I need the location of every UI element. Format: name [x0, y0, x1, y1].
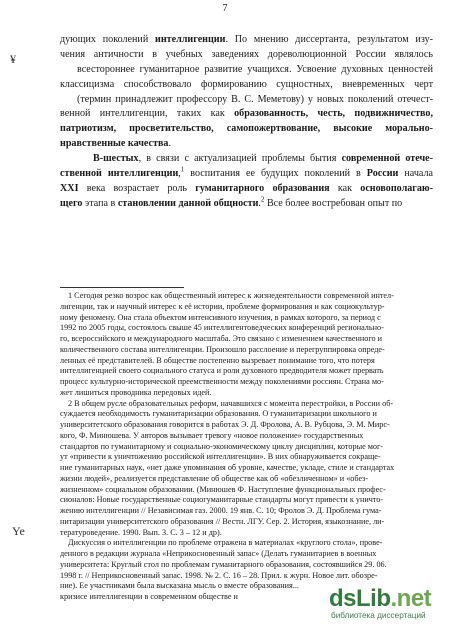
footnote-line [60, 345, 433, 356]
text-run: ному феномену. Она стала объектом интенсивного изучения, в рамках которого, за период с [60, 312, 381, 322]
text-run: века возрастает роль [78, 182, 196, 194]
footnote-line [60, 506, 433, 517]
text-run: кризисе интеллигенции в современном обществе и [60, 592, 238, 601]
text-run: процесс культурно-исторической преемственности между поколениями россиян. Страна мо- [60, 377, 384, 386]
bold-run: основополагаю- [360, 182, 433, 194]
footnotes [60, 291, 433, 603]
text-run: университета: Круглый стол по проблемам гуманитарного образования, состоявшийся 29. 06. [60, 559, 387, 569]
text-run: жет лишиться проводника передовых идей. [60, 387, 212, 397]
text-run: 2 В общем русле образовательных реформ, начавшихся с момента перестройки, в России об- [68, 398, 394, 408]
text-run: . По мнению диссертанта, результатом изу- [225, 34, 434, 45]
footnote-line [60, 313, 433, 324]
footnote-line [60, 420, 433, 431]
text-run: . [258, 197, 261, 209]
text-run: денного в редакции журнала «Неприкосновенный запас» (Делать гуманитариев в военных [60, 549, 377, 558]
margin-mark-top: ¥ [10, 52, 16, 66]
text-run: интеллигенцией своего социального статуса и роли духовного предводителя может прервать [60, 366, 384, 376]
text-run: венной интеллигенции, таких как [60, 108, 235, 120]
bold-run: России [366, 168, 399, 180]
page-number: 7 [222, 3, 228, 14]
footnote-separator [60, 287, 184, 288]
footnote-line [60, 302, 433, 313]
footnote-line [60, 538, 433, 549]
footnote-ref: 1 [180, 165, 185, 174]
watermark [329, 585, 444, 619]
bold-run: патриотизм, просветительство, самопожертвование, высокие морально- [60, 123, 433, 135]
text-run: лигенции, так и научный интерес к её истории, проблеме формирования и как социокультур- [60, 301, 385, 311]
body-text [60, 33, 433, 212]
text-run: количественного состава интеллигенции. Произошло расслоение и перегруппировка опреде- [60, 344, 385, 354]
body-line [60, 63, 433, 78]
bold-run: образованность, честь, подвижничество, [234, 108, 433, 120]
text-run: начала [398, 168, 433, 180]
text-run: ние гуманитарных наук, «нет даже упоминания об уровне, качестве, укладе, стиле и стандартах [60, 463, 395, 472]
footnote-line [60, 377, 433, 388]
bold-run: XXI [60, 182, 79, 194]
text-run: жизненном» социальном образовании. (Минюшев Ф. Наступление функциональных профес- [60, 484, 386, 494]
footnote-line [60, 463, 433, 474]
footnote-line [60, 517, 433, 528]
body-line [60, 182, 433, 197]
bold-run: нравственные качества [60, 138, 169, 150]
text-run: этапа в [82, 197, 118, 209]
footnote-line [60, 291, 433, 302]
bold-run: гуманитарного образования [195, 182, 330, 194]
text-run: воспитания ее будущих поколений в [184, 168, 367, 180]
text-run: . [168, 138, 172, 150]
footnote-line [60, 356, 433, 367]
footnote-line [60, 485, 433, 496]
body-line [60, 152, 433, 167]
body-line [60, 137, 433, 152]
bold-run: современной отече- [341, 153, 434, 165]
footnote-line [60, 399, 433, 410]
margin-mark-bottom: Ye [12, 524, 25, 538]
footnote-line [60, 366, 433, 377]
text-run: университетского образования говорится в работах Э. Д. Фролова, А. В. Рубцова, Э. М. Мирс- [60, 420, 390, 429]
watermark-logo: dsLib.net [329, 585, 432, 612]
text-run: Все более востребован опыт по [264, 197, 403, 209]
footnote-line [60, 323, 433, 334]
text-run: жению интеллигенции // Независимая газ. 2000. 19 янв. С. 10; Фролов Э. Д. Проблема гума- [60, 506, 382, 515]
body-line [60, 122, 433, 137]
body-line [60, 167, 433, 182]
body-line [60, 33, 433, 48]
body-line [60, 93, 433, 108]
text-run: ние). Ее участниками была высказана мысль о вместе образования... [60, 581, 299, 591]
body-line [60, 107, 433, 122]
text-run: стандартов по гуманитарному и социально-экономическому циклу дисциплин, которые мог- [60, 441, 384, 451]
bold-run: В-шестых [93, 153, 139, 165]
text-run: нитаризации университетского образования // Вестн. ЛГУ. Сер. 2. История, языкознание, ли- [60, 516, 385, 526]
footnote-line [60, 560, 433, 571]
footnote-line [60, 388, 433, 399]
footnote-line [60, 571, 433, 582]
footnote-line [60, 409, 433, 420]
body-line [60, 197, 433, 212]
footnote-line [60, 549, 433, 560]
body-line [60, 78, 433, 93]
text-run: как [329, 182, 361, 194]
text-run: жизни людей», реализуется представление об обществе как об «обезличенном» и «обез- [60, 473, 369, 483]
bold-run: становлении данной общности [117, 197, 259, 209]
footnote-line [60, 452, 433, 463]
text-run: , в связи с актуализацией проблемы бытия [138, 153, 342, 165]
text-run: Дискуссия о интеллигенции по проблеме отражена в материалах «круглого стола», прове- [68, 538, 383, 548]
footnote-line [60, 528, 433, 539]
text-run: сионалов: Новые государственные социогуманитарные стандарты могут привести к уничто- [60, 495, 384, 505]
text-run: (термин принадлежит профессору В. С. Меметову) у новых поколений отечест- [77, 93, 433, 105]
text-run: чения античности в учебных заведениях дореволюционной России являлось [60, 48, 433, 60]
text-run: ут «привести к уничтожению российской интеллигенции». В них обнаруживается сокраще- [60, 452, 381, 462]
footnote-ref: 2 [260, 195, 265, 204]
text-run: кого, Ф. Минюшева. У авторов вызывает тревогу «новое положение» государственных [60, 430, 364, 440]
text-run: классицизма способствовало формированию сущностных, вневременных черт [60, 78, 433, 90]
text-run: суждается необходимость гуманитаризации образования. О гуманитаризации школьного и [60, 409, 377, 419]
body-line [60, 48, 433, 63]
text-run: тературоведение. 1990. Вып. 3. С. 3 – 12 и др). [60, 527, 222, 537]
text-run: го, всероссийского и международного масштаба. Это связано с изменением качественного и [60, 334, 383, 343]
text-run: 1 Сегодня резко возрос как общественный интерес к жизнедеятельности современной интел- [68, 291, 394, 300]
text-run: 1992 по 2005 годы, состоялось свыше 45 интеллигентоведческих конференций регионально- [60, 323, 384, 333]
footnote-line [60, 442, 433, 453]
bold-run: щего [60, 197, 83, 209]
bold-run: интеллигенции [155, 34, 226, 45]
footnote-line [60, 474, 433, 485]
text-run: , [178, 168, 181, 180]
footnote-line [60, 431, 433, 442]
text-run: дующих поколений [60, 34, 156, 45]
footnote-line [60, 334, 433, 345]
bold-run: ственной интеллигенции [60, 168, 179, 180]
footnote-line [60, 495, 433, 506]
text-run: ленных её представителей. В обществе постепенно вызревает понимание того, что потеря [60, 355, 375, 365]
text-run: всестороннее гуманитарное развитие учащихся. Усвоение духовных ценностей [77, 63, 433, 75]
watermark-subtitle: библиотека диссертаций [331, 611, 426, 620]
text-run: 1998 г. // Неприкосновенный запас. 1998. № 2. С. 16 – 28. Прил. к журн. Новое лит. обозре- [60, 570, 378, 580]
